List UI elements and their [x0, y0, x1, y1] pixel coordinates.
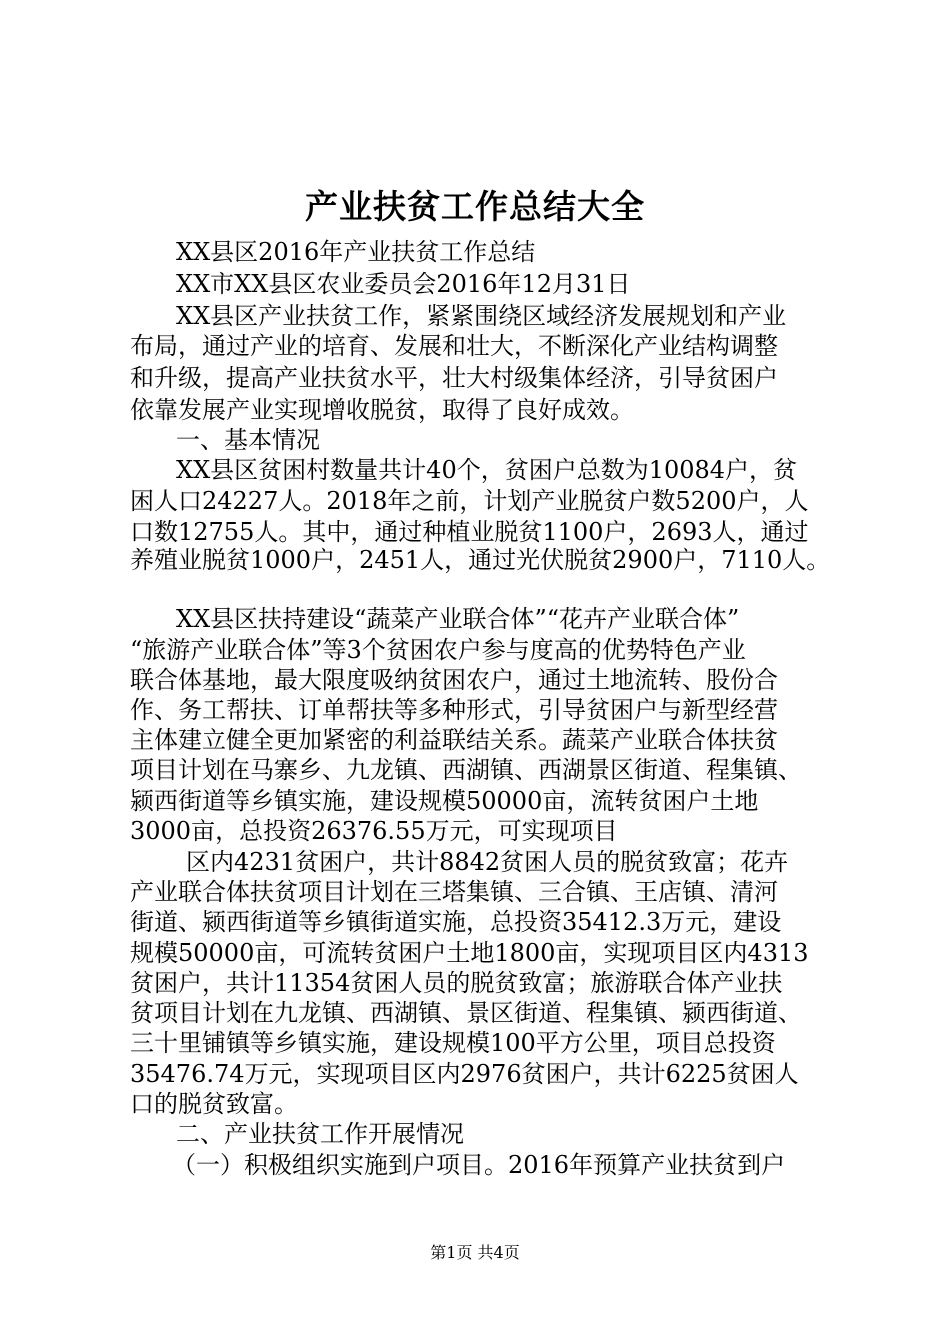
text-line: 三十里铺镇等乡镇实施，建设规模100平方公里，项目总投资	[130, 1029, 776, 1057]
text-line: 和升级，提高产业扶贫水平，壮大村级集体经济，引导贫困户	[130, 364, 778, 392]
text-line: （一）积极组织实施到户项目。2016年预算产业扶贫到户	[172, 1151, 786, 1179]
text-line: 依靠发展产业实现增收脱贫，取得了良好成效。	[130, 396, 634, 424]
text-line: 街道、颍西街道等乡镇街道实施，总投资35412.3万元，建设	[130, 908, 782, 936]
text-line: XX县区2016年产业扶贫工作总结	[176, 238, 536, 266]
text-line: XX市XX县区农业委员会2016年12月31日	[176, 270, 631, 298]
text-line: 贫困户，共计11354贫困人员的脱贫致富；旅游联合体产业扶	[130, 969, 783, 997]
text-line: 3000亩，总投资26376.55万元，可实现项目	[130, 817, 618, 845]
text-line: 项目计划在马寨乡、九龙镇、西湖镇、西湖景区街道、程集镇、	[130, 756, 802, 784]
text-line: 口的脱贫致富。	[130, 1090, 298, 1118]
text-line: 作、务工帮扶、订单帮扶等多种形式，引导贫困户与新型经营	[130, 696, 778, 724]
section-heading: 一、基本情况	[176, 426, 320, 454]
text-line: 主体建立健全更加紧密的利益联结关系。蔬菜产业联合体扶贫	[130, 726, 778, 754]
text-line: XX县区贫困村数量共计40个，贫困户总数为10084户，贫	[176, 456, 798, 484]
text-line: 规模50000亩，可流转贫困户土地1800亩，实现项目区内4313	[130, 939, 809, 967]
text-line: XX县区扶持建设“蔬菜产业联合体”“花卉产业联合体”	[176, 605, 740, 633]
text-line: “旅游产业联合体”等3个贫困农户参与度高的优势特色产业	[130, 636, 746, 664]
text-line: 颍西街道等乡镇实施，建设规模50000亩，流转贫困户土地	[130, 787, 759, 815]
text-line: 联合体基地，最大限度吸纳贫困农户，通过土地流转、股份合	[130, 666, 778, 694]
text-line: 养殖业脱贫1000户，2451人，通过光伏脱贫2900户，7110人。	[130, 546, 831, 574]
text-line: 困人口24227人。2018年之前，计划产业脱贫户数5200户，人	[130, 487, 809, 515]
section-heading: 二、产业扶贫工作开展情况	[176, 1120, 464, 1148]
text-line: 贫项目计划在九龙镇、西湖镇、景区街道、程集镇、颍西街道、	[130, 999, 802, 1027]
document-title: 产业扶贫工作总结大全	[305, 187, 645, 226]
text-line: XX县区产业扶贫工作，紧紧围绕区域经济发展规划和产业	[176, 302, 787, 330]
text-line: 布局，通过产业的培育、发展和壮大，不断深化产业结构调整	[130, 332, 778, 360]
page-number-footer: 第1页 共4页	[430, 1243, 520, 1262]
text-line: 口数12755人。其中，通过种植业脱贫1100户，2693人，通过	[130, 518, 809, 546]
text-line: 区内4231贫困户，共计8842贫困人员的脱贫致富；花卉	[186, 848, 789, 876]
text-line: 产业联合体扶贫项目计划在三塔集镇、三合镇、王店镇、清河	[130, 878, 778, 906]
text-line: 35476.74万元，实现项目区内2976贫困户，共计6225贫困人	[130, 1060, 799, 1088]
